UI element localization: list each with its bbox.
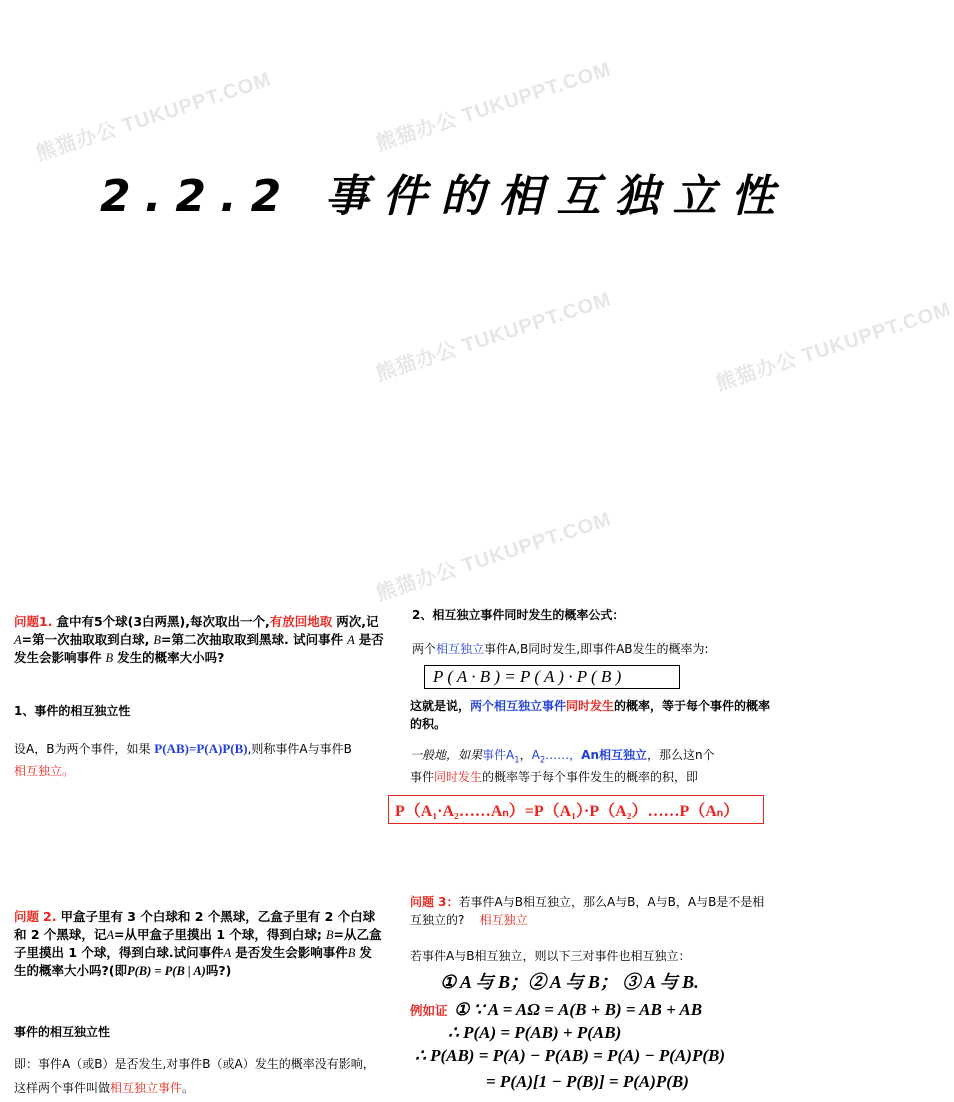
- n-events-formula: P（A₁·A₂……Aₙ）=P（A₁）·P（A₂）……P（Aₙ）: [388, 795, 764, 824]
- proof-line-4: = P(A)[1 − P(B)] = P(A)P(B): [486, 1072, 689, 1091]
- question-2: 问题 2. 甲盒子里有 3 个白球和 2 个黑球，乙盒子里有 2 个白球和 2 个黑球，记A=从甲盒子里摸出 1 个球，得到白球; B=从乙盒子里摸出 1 个球，得到白球.试问事件A 是否发生会影响事件B 发生的概率大小吗?(即P(B) = P(B | A)吗?): [14, 909, 382, 978]
- independence-statement: 若事件A与B相互独立，则以下三对事件也相互独立：: [410, 949, 691, 963]
- section-2-text: 即：事件A（或B）是否发生,对事件B（或A）发生的概率没有影响，这样两个事件叫做相互独立事件。: [14, 1057, 375, 1095]
- watermark: 熊猫办公 TUKUPPT.COM: [713, 298, 954, 396]
- proof-line-3: ∴ P(AB) = P(A) − P(AB) = P(A) − P(A)P(B): [415, 1046, 725, 1065]
- independent-pairs: ① A 与 B；② A 与 B； ③ A 与 B.: [440, 972, 699, 992]
- proof-line-1: ① ∵ A = AΩ = A(B + B) = AB + AB: [454, 1000, 703, 1019]
- question-1: 问题1. 盒中有5个球(3白两黑),每次取出一个,有放回地取 两次,记 A=第一次抽取取到白球, B=第二次抽取取到黑球. 试问事件 A 是否发生会影响事件 B 发生的概率大小吗?: [14, 614, 384, 665]
- section-1-heading: 1、事件的相互独立性: [14, 704, 131, 718]
- watermark: 熊猫办公 TUKUPPT.COM: [373, 288, 615, 386]
- question-3: 问题 3：若事件A与B相互独立，那么A与B，A与B，A与B是不是相互独立的? 相互独立: [410, 895, 765, 927]
- section-2-heading: 事件的相互独立性: [14, 1025, 111, 1039]
- intro-text: 两个相互独立事件A,B同时发生,即事件AB发生的概率为:: [412, 642, 709, 656]
- general-text: 一般地，如果事件$A_1$，$A_2\dots\dots$，An相互独立，那么这n个 事件同时发生的概率等于每个事件发生的概率的积，即: [410, 748, 715, 785]
- page-title: 2.2.2 事件的相互独立性: [100, 171, 789, 222]
- proof-label: 例如证: [410, 1003, 448, 1018]
- watermark: 熊猫办公 TUKUPPT.COM: [33, 68, 275, 166]
- watermark: 熊猫办公 TUKUPPT.COM: [373, 508, 615, 606]
- section-2-formula-heading: 2、相互独立事件同时发生的概率公式：: [412, 608, 625, 622]
- explanation-text: 这就是说，两个相互独立事件同时发生的概率，等于每个事件的概率的积。: [410, 699, 771, 731]
- product-formula-box: P ( A · B ) = P ( A ) · P ( B ): [424, 665, 680, 689]
- watermark: 熊猫办公 TUKUPPT.COM: [373, 58, 615, 156]
- definition-text: 设A，B为两个事件，如果 P(AB)=P(A)P(B),则称事件A与事件B 相互独立。: [14, 741, 352, 778]
- proof-line-2: ∴ P(A) = P(AB) + P(AB): [448, 1023, 622, 1042]
